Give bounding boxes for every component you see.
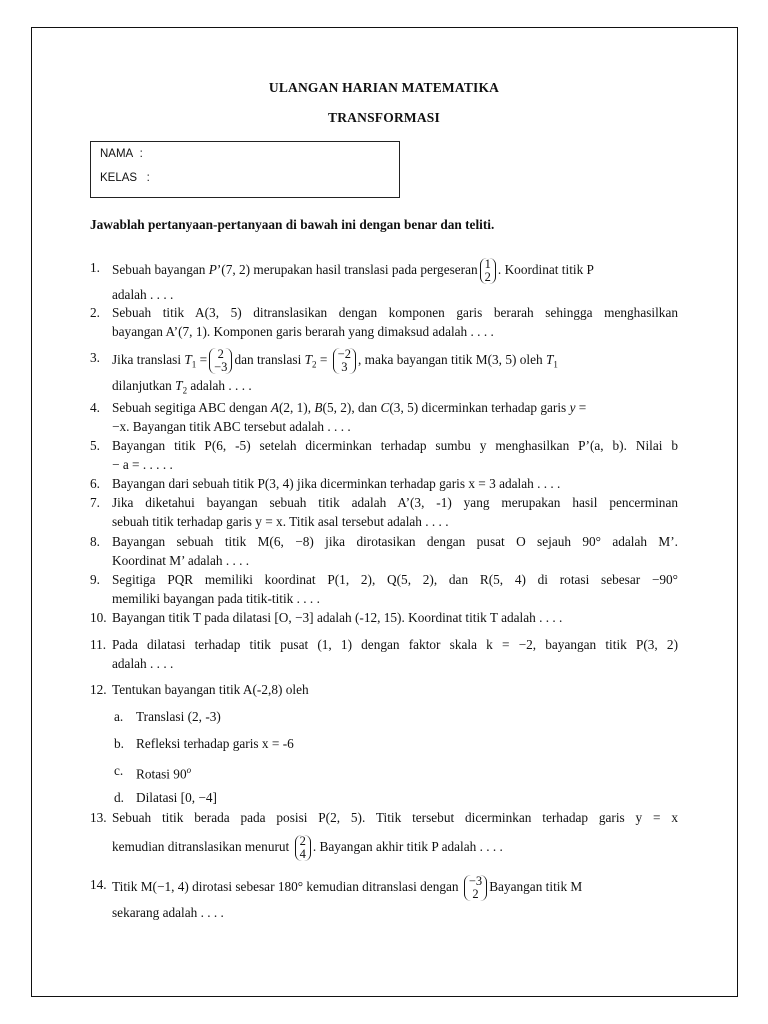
vector-1-2: 1 2 [480,258,496,284]
class-label: KELAS [100,172,138,184]
instruction: Jawablah pertanyaan-pertanyaan di bawah ini dengan benar dan teliti. [90,217,495,232]
page-title: ULANGAN HARIAN MATEMATIKA [268,80,500,95]
vector-2-neg3: 2 −3 [209,348,232,374]
vector-neg3-2: −3 2 [464,875,487,901]
name-label: NAMA [100,148,134,160]
identity-box [90,141,400,198]
name-field [100,148,143,160]
class-separator: : [146,172,150,184]
vector-neg2-3: −2 3 [333,348,356,374]
page-subtitle: TRANSFORMASI [328,110,440,125]
name-separator: : [139,148,143,160]
class-field [100,172,150,184]
vector-2-4: 2 4 [295,835,311,861]
